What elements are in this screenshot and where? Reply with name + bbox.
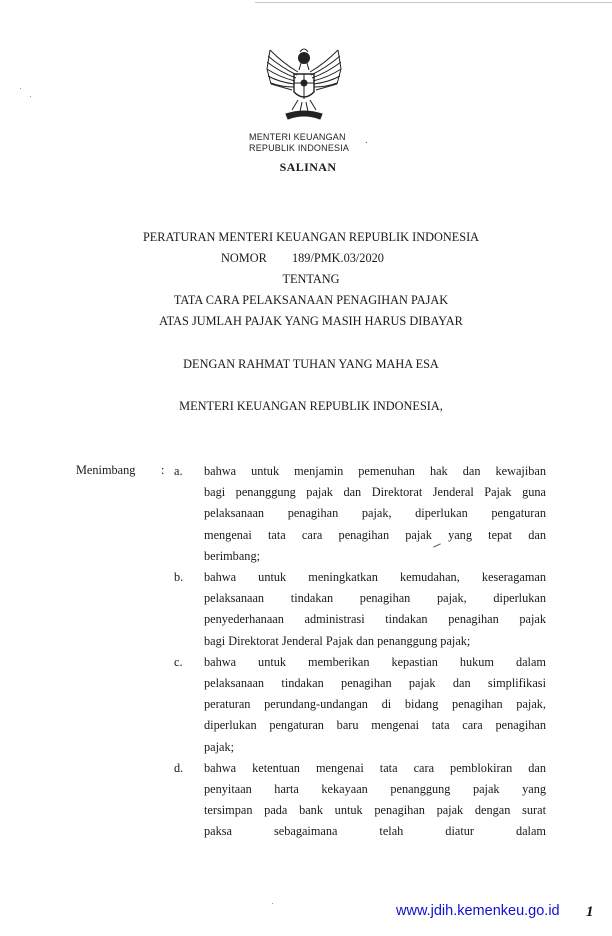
list-item bbox=[174, 652, 546, 758]
item-letter: a. bbox=[174, 464, 183, 478]
tentang-label: TENTANG bbox=[282, 272, 340, 286]
menimbang-label: Menimbang bbox=[76, 463, 136, 477]
nomor-label: NOMOR bbox=[221, 251, 267, 265]
scan-speck bbox=[272, 903, 273, 904]
subject-line-1: TATA CARA PELAKSANAAN PENAGIHAN PAJAK bbox=[173, 293, 449, 307]
list-item bbox=[174, 461, 546, 567]
item-line: penyederhanaan administrasi tindakan penagihan pajak bbox=[204, 612, 546, 627]
item-line: tersimpan pada bank untuk penagihan pajak dengan surat bbox=[204, 803, 546, 818]
menimbang-colon: : bbox=[161, 463, 165, 477]
item-letter: b. bbox=[174, 570, 184, 585]
page-mark: 1 bbox=[586, 904, 594, 920]
item-line: pelaksanaan tindakan penagihan pajak dan simplifikasi bbox=[204, 676, 546, 691]
ministry-line-2: REPUBLIK INDONESIA bbox=[249, 142, 350, 153]
menimbang-list bbox=[174, 461, 546, 843]
regulation-title: PERATURAN MENTERI KEUANGAN REPUBLIK INDONESIA bbox=[142, 230, 480, 244]
top-rule bbox=[255, 2, 612, 3]
item-line: bahwa untuk memberikan kepastian hukum dalam bbox=[204, 654, 546, 669]
item-line: penyitaan harta kekayaan penanggung pajak yang bbox=[204, 782, 546, 797]
garuda-emblem-icon bbox=[262, 44, 346, 126]
ministry-heading bbox=[249, 132, 349, 153]
salinan-label: SALINAN bbox=[279, 160, 337, 174]
item-line: bagi penanggung pajak dan Direktorat Jenderal Pajak guna bbox=[204, 485, 546, 500]
item-line: pelaksanaan tindakan penagihan pajak, diperlukan bbox=[204, 591, 546, 606]
item-line: peraturan perundang-undangan di bidang penagihan pajak, bbox=[204, 697, 546, 712]
ministry-line-1: MENTERI KEUANGAN bbox=[249, 132, 346, 142]
item-line: bagi Direktorat Jenderal Pajak dan penanggung pajak; bbox=[204, 633, 471, 648]
item-line: paksa sebagaimana telah diatur dalam bbox=[204, 824, 546, 839]
scan-speck bbox=[20, 88, 21, 89]
item-line: diperlukan pengaturan baru mengenai tata cara penagihan bbox=[204, 718, 546, 733]
item-letter: c. bbox=[174, 654, 183, 669]
item-line: pelaksanaan penagihan pajak, diperlukan pengaturan bbox=[204, 506, 546, 521]
item-line: bahwa untuk menjamin pemenuhan hak dan kewajiban bbox=[204, 464, 546, 478]
list-item bbox=[174, 567, 546, 652]
scan-speck bbox=[30, 96, 31, 97]
list-item bbox=[174, 758, 546, 843]
footer-url-link[interactable]: www.jdih.kemenkeu.go.id bbox=[396, 903, 560, 919]
stray-dot: . bbox=[365, 135, 368, 145]
rahmat-line: DENGAN RAHMAT TUHAN YANG MAHA ESA bbox=[183, 357, 439, 371]
item-line: pajak; bbox=[204, 739, 235, 754]
subject-line-2: ATAS JUMLAH PAJAK YANG MASIH HARUS DIBAYAR bbox=[159, 314, 463, 328]
nomor-value: 189/PMK.03/2020 bbox=[292, 251, 384, 265]
item-line: bahwa ketentuan mengenai tata cara pemblokiran dan bbox=[204, 760, 546, 775]
item-line: berimbang; bbox=[204, 548, 261, 563]
item-letter: d. bbox=[174, 760, 184, 775]
item-line: bahwa untuk meningkatkan kemudahan, keseragaman bbox=[204, 570, 546, 585]
item-line: mengenai tata cara penagihan pajak yang tepat dan bbox=[204, 527, 546, 542]
issuer-line: MENTERI KEUANGAN REPUBLIK INDONESIA, bbox=[179, 399, 443, 413]
